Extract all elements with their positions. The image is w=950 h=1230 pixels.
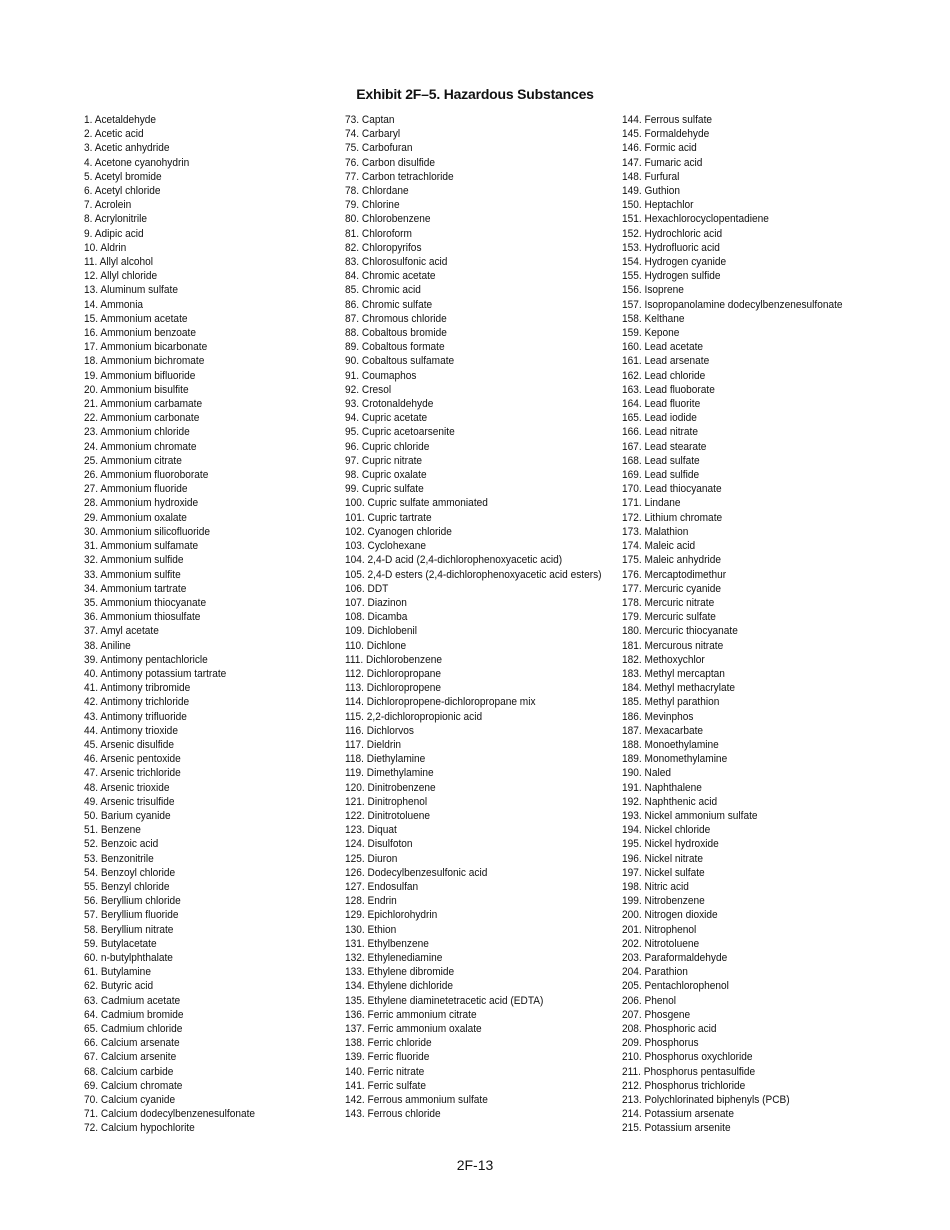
substance-list-item: 94. Cupric acetate [345, 412, 428, 425]
substance-list-item: 46. Arsenic pentoxide [84, 753, 181, 766]
substance-list-item: 76. Carbon disulfide [345, 156, 436, 169]
substance-list-item: 128. Endrin [345, 895, 397, 908]
substance-list-item: 140. Ferric nitrate [345, 1065, 425, 1078]
substance-list-item: 190. Naled [622, 767, 671, 780]
substance-list-item: 78. Chlordane [345, 185, 409, 198]
substance-list-column-2 [345, 113, 602, 1121]
substance-list-item: 170. Lead thiocyanate [622, 483, 722, 496]
substance-list-item: 180. Mercuric thiocyanate [622, 625, 738, 638]
substance-list-item: 119. Dimethylamine [345, 767, 434, 780]
substance-list-item: 49. Arsenic trisulfide [84, 795, 175, 808]
substance-list-item: 212. Phosphorus trichloride [622, 1079, 746, 1092]
substance-list-item: 183. Methyl mercaptan [622, 667, 725, 680]
substance-list-item: 40. Antimony potassium tartrate [84, 667, 227, 680]
substance-list-item: 53. Benzonitrile [84, 852, 154, 865]
substance-list-item: 108. Dicamba [345, 611, 408, 624]
substance-list-item: 66. Calcium arsenate [84, 1037, 180, 1050]
substance-list-item: 215. Potassium arsenite [622, 1122, 731, 1135]
substance-list-item: 213. Polychlorinated biphenyls (PCB) [622, 1094, 790, 1107]
substance-list-item: 179. Mercuric sulfate [622, 611, 716, 624]
substance-list-item: 115. 2,2-dichloropropionic acid [345, 710, 483, 723]
substance-list-item: 6. Acetyl chloride [84, 185, 161, 198]
substance-list-item: 30. Ammonium silicofluoride [84, 525, 210, 538]
substance-list-item: 45. Arsenic disulfide [84, 738, 175, 751]
substance-list-item: 105. 2,4-D esters (2,4-dichlorophenoxyacetic acid esters) [345, 568, 602, 581]
substance-list-item: 99. Cupric sulfate [345, 483, 424, 496]
substance-list-item: 113. Dichloropropene [345, 682, 442, 695]
substance-list-item: 149. Guthion [622, 185, 680, 198]
substance-list-item: 43. Antimony trifluoride [84, 710, 187, 723]
substance-list-item: 44. Antimony trioxide [84, 724, 178, 737]
substance-list-item: 62. Butyric acid [84, 980, 154, 993]
substance-list-item: 36. Ammonium thiosulfate [84, 611, 201, 624]
substance-list-item: 102. Cyanogen chloride [345, 525, 452, 538]
substance-list-item: 117. Dieldrin [345, 738, 402, 751]
substance-list-item: 154. Hydrogen cyanide [622, 256, 727, 269]
substance-list-item: 71. Calcium dodecylbenzenesulfonate [84, 1108, 256, 1121]
substance-list-item: 211. Phosphorus pentasulfide [622, 1065, 756, 1078]
substance-list-item: 39. Antimony pentachloricle [84, 653, 208, 666]
substance-list-item: 184. Methyl methacrylate [622, 682, 736, 695]
substance-list-item: 210. Phosphorus oxychloride [622, 1051, 753, 1064]
substance-list-item: 162. Lead chloride [622, 369, 706, 382]
substance-list-item: 172. Lithium chromate [622, 511, 723, 524]
substance-list-item: 157. Isopropanolamine dodecylbenzenesulfonate [622, 298, 843, 311]
substance-list-item: 95. Cupric acetoarsenite [345, 426, 455, 439]
substance-list-item: 41. Antimony tribromide [84, 682, 191, 695]
substance-list-item: 17. Ammonium bicarbonate [84, 341, 208, 354]
substance-list-item: 35. Ammonium thiocyanate [84, 596, 207, 609]
substance-list-item: 185. Methyl parathion [622, 696, 720, 709]
substance-list-item: 116. Dichlorvos [345, 724, 414, 737]
substance-list-item: 75. Carbofuran [345, 142, 413, 155]
substance-list-item: 10. Aldrin [84, 241, 127, 254]
substance-list-item: 72. Calcium hypochlorite [84, 1122, 195, 1135]
substance-list-item: 159. Kepone [622, 327, 680, 340]
substance-list-item: 101. Cupric tartrate [345, 511, 432, 524]
substance-list-item: 73. Captan [345, 114, 395, 126]
substance-list-item: 135. Ethylene diaminetetracetic acid (EDTA) [345, 994, 544, 1007]
substance-list-item: 127. Endosulfan [345, 880, 419, 893]
page-title: Exhibit 2F–5. Hazardous Substances [356, 86, 594, 102]
substance-list-item: 55. Benzyl chloride [84, 880, 170, 893]
substance-list-item: 87. Chromous chloride [345, 312, 447, 325]
substance-list-item: 100. Cupric sulfate ammoniated [345, 497, 488, 510]
substance-list-item: 86. Chromic sulfate [345, 298, 433, 311]
substance-list-item: 182. Methoxychlor [622, 653, 705, 666]
substance-list-item: 63. Cadmium acetate [84, 994, 181, 1007]
substance-list-item: 69. Calcium chromate [84, 1079, 183, 1092]
substance-list-item: 143. Ferrous chloride [345, 1108, 441, 1121]
substance-list-item: 110. Dichlone [345, 639, 407, 652]
substance-list-item: 14. Ammonia [84, 298, 144, 311]
substance-list-item: 202. Nitrotoluene [622, 937, 700, 950]
substance-list-item: 54. Benzoyl chloride [84, 866, 176, 879]
substance-list-item: 74. Carbaryl [345, 128, 401, 141]
substance-list-item: 161. Lead arsenate [622, 355, 710, 368]
substance-list-item: 139. Ferric fluoride [345, 1051, 430, 1064]
substance-list-item: 145. Formaldehyde [622, 128, 710, 141]
substance-list-item: 21. Ammonium carbamate [84, 398, 203, 411]
substance-list-item: 109. Dichlobenil [345, 625, 418, 638]
substance-list-item: 147. Fumaric acid [622, 156, 703, 169]
substance-list-item: 153. Hydrofluoric acid [622, 241, 720, 254]
substance-list-item: 208. Phosphoric acid [622, 1023, 717, 1035]
substance-list-item: 98. Cupric oxalate [345, 469, 427, 482]
substance-list-item: 81. Chloroform [345, 227, 412, 240]
substance-list-item: 52. Benzoic acid [84, 838, 159, 851]
substance-list-item: 60. n-butylphthalate [84, 951, 173, 964]
substance-list-item: 156. Isoprene [622, 284, 684, 297]
substance-list-item: 7. Acrolein [84, 199, 132, 212]
substance-list-item: 90. Cobaltous sulfamate [345, 355, 455, 368]
substance-list-item: 57. Beryllium fluoride [84, 909, 179, 922]
substance-list-item: 137. Ferric ammonium oxalate [345, 1023, 482, 1035]
substance-list-item: 48. Arsenic trioxide [84, 781, 170, 794]
substance-list-item: 85. Chromic acid [345, 284, 421, 297]
substance-list-item: 178. Mercuric nitrate [622, 596, 715, 609]
substance-list-item: 189. Monomethylamine [622, 753, 728, 766]
substance-list-item: 38. Aniline [84, 639, 131, 652]
substance-list-item: 136. Ferric ammonium citrate [345, 1008, 477, 1021]
substance-list-item: 198. Nitric acid [622, 880, 689, 893]
substance-list-item: 122. Dinitrotoluene [345, 809, 430, 822]
substance-list-item: 26. Ammonium fluoroborate [84, 469, 209, 482]
substance-list-item: 82. Chloropyrifos [345, 241, 422, 254]
substance-list-item: 131. Ethylbenzene [345, 937, 429, 950]
substance-list-item: 24. Ammonium chromate [84, 440, 197, 453]
substance-list-item: 171. Lindane [622, 497, 681, 510]
substance-list-item: 173. Malathion [622, 525, 689, 538]
substance-list-item: 130. Ethion [345, 923, 397, 936]
substance-list-item: 80. Chlorobenzene [345, 213, 431, 226]
substance-list-item: 167. Lead stearate [622, 440, 707, 453]
substance-list-item: 112. Dichloropropane [345, 667, 442, 680]
substance-list-item: 125. Diuron [345, 852, 398, 865]
substance-list-item: 164. Lead fluorite [622, 398, 701, 411]
substance-list-item: 104. 2,4-D acid (2,4-dichlorophenoxyacetic acid) [345, 554, 563, 567]
substance-list-item: 91. Coumaphos [345, 369, 417, 382]
substance-list-item: 144. Ferrous sulfate [622, 114, 713, 126]
substance-list-item: 4. Acetone cyanohydrin [84, 156, 190, 169]
substance-list-item: 77. Carbon tetrachloride [345, 170, 454, 183]
substance-list-item: 196. Nickel nitrate [622, 852, 704, 865]
substance-list-item: 50. Barium cyanide [84, 809, 171, 822]
substance-list-item: 58. Beryllium nitrate [84, 923, 174, 936]
substance-list-item: 29. Ammonium oxalate [84, 511, 187, 524]
substance-list-item: 132. Ethylenediamine [345, 951, 443, 964]
substance-list-item: 181. Mercurous nitrate [622, 639, 724, 652]
substance-list-item: 32. Ammonium sulfide [84, 554, 184, 567]
substance-list-item: 37. Amyl acetate [84, 625, 159, 638]
substance-list-item: 166. Lead nitrate [622, 426, 698, 439]
substance-list-item: 200. Nitrogen dioxide [622, 909, 718, 922]
substance-list-item: 19. Ammonium bifluoride [84, 369, 196, 382]
substance-list-item: 13. Aluminum sulfate [84, 284, 178, 297]
substance-list-item: 177. Mercuric cyanide [622, 582, 722, 595]
substance-list-item: 22. Ammonium carbonate [84, 412, 200, 425]
substance-list-item: 5. Acetyl bromide [84, 170, 162, 183]
substance-list-item: 141. Ferric sulfate [345, 1079, 427, 1092]
substance-list-item: 195. Nickel hydroxide [622, 838, 719, 851]
substance-list-item: 121. Dinitrophenol [345, 795, 428, 808]
substance-list-item: 209. Phosphorus [622, 1037, 699, 1050]
substance-list-item: 8. Acrylonitrile [84, 213, 148, 226]
substance-list-item: 88. Cobaltous bromide [345, 327, 447, 340]
substance-list-item: 187. Mexacarbate [622, 724, 704, 737]
substance-list-item: 129. Epichlorohydrin [345, 909, 438, 922]
substance-list-item: 201. Nitrophenol [622, 923, 697, 936]
substance-list-item: 126. Dodecylbenzesulfonic acid [345, 866, 488, 879]
substance-list-item: 120. Dinitrobenzene [345, 781, 436, 794]
substance-list-item: 97. Cupric nitrate [345, 454, 423, 467]
substance-list-item: 61. Butylamine [84, 966, 151, 979]
substance-list-item: 192. Naphthenic acid [622, 795, 718, 808]
substance-list-item: 111. Dichlorobenzene [345, 653, 442, 666]
substance-list-item: 124. Disulfoton [345, 838, 413, 851]
substance-list-item: 204. Parathion [622, 966, 688, 979]
substance-list-item: 9. Adipic acid [84, 227, 144, 240]
substance-list-item: 146. Formic acid [622, 142, 697, 155]
substance-list-item: 68. Calcium carbide [84, 1065, 174, 1078]
substance-list-item: 148. Furfural [622, 170, 680, 183]
substance-list-item: 205. Pentachlorophenol [622, 980, 729, 993]
substance-list-item: 123. Diquat [345, 824, 397, 837]
substance-list-item: 188. Monoethylamine [622, 738, 719, 751]
substance-list-item: 93. Crotonaldehyde [345, 398, 434, 411]
substance-list-item: 158. Kelthane [622, 312, 685, 325]
substance-list-item: 33. Ammonium sulfite [84, 568, 181, 581]
substance-list-item: 107. Diazinon [345, 596, 407, 609]
substance-list-item: 15. Ammonium acetate [84, 312, 188, 325]
substance-list-item: 142. Ferrous ammonium sulfate [345, 1094, 488, 1107]
substance-list-item: 206. Phenol [622, 994, 677, 1007]
substance-list-item: 18. Ammonium bichromate [84, 355, 205, 368]
substance-list-item: 150. Heptachlor [622, 199, 694, 212]
substance-list-item: 133. Ethylene dibromide [345, 966, 455, 979]
substance-list-item: 42. Antimony trichloride [84, 696, 190, 709]
substance-list-item: 165. Lead iodide [622, 412, 697, 425]
substance-list-item: 163. Lead fluoborate [622, 383, 715, 396]
substance-list-item: 59. Butylacetate [84, 937, 157, 950]
substance-list-item: 3. Acetic anhydride [84, 142, 170, 155]
substance-list-item: 214. Potassium arsenate [622, 1108, 734, 1121]
substance-list-item: 79. Chlorine [345, 199, 400, 212]
substance-list-item: 155. Hydrogen sulfide [622, 270, 721, 283]
substance-list-item: 114. Dichloropropene-dichloropropane mix [345, 696, 536, 709]
substance-list-item: 169. Lead sulfide [622, 469, 700, 482]
substance-list-item: 28. Ammonium hydroxide [84, 497, 199, 510]
substance-list-item: 134. Ethylene dichloride [345, 980, 454, 993]
substance-list-item: 67. Calcium arsenite [84, 1051, 177, 1064]
substance-list-item: 194. Nickel chloride [622, 824, 711, 837]
substance-list-item: 34. Ammonium tartrate [84, 582, 187, 595]
substance-list-item: 151. Hexachlorocyclopentadiene [622, 213, 769, 226]
substance-list-item: 92. Cresol [345, 383, 392, 396]
substance-list-column-3 [622, 113, 843, 1136]
substance-list-item: 186. Mevinphos [622, 710, 694, 723]
substance-list-item: 174. Maleic acid [622, 540, 696, 553]
substance-list-item: 16. Ammonium benzoate [84, 327, 196, 340]
substance-list-item: 176. Mercaptodimethur [622, 568, 727, 581]
substance-list-item: 191. Naphthalene [622, 781, 702, 794]
substance-list-item: 96. Cupric chloride [345, 440, 430, 453]
substance-list-item: 118. Diethylamine [345, 753, 426, 766]
substance-list-item: 12. Allyl chloride [84, 270, 158, 283]
substance-list-item: 89. Cobaltous formate [345, 341, 445, 354]
substance-list-item: 203. Paraformaldehyde [622, 951, 728, 964]
substance-list-item: 70. Calcium cyanide [84, 1094, 176, 1107]
substance-list-item: 103. Cyclohexane [345, 540, 427, 553]
substance-list-column-1 [84, 113, 255, 1136]
substance-list-item: 56. Beryllium chloride [84, 895, 181, 908]
substance-list-item: 84. Chromic acetate [345, 270, 436, 283]
substance-list-item: 83. Chlorosulfonic acid [345, 256, 448, 269]
substance-list-item: 168. Lead sulfate [622, 454, 700, 467]
substance-list-item: 65. Cadmium chloride [84, 1023, 183, 1035]
substance-list-item: 25. Ammonium citrate [84, 454, 182, 467]
page-number: 2F-13 [456, 1157, 494, 1173]
substance-list-item: 106. DDT [345, 582, 389, 595]
substance-list-item: 207. Phosgene [622, 1008, 691, 1021]
substance-list-item: 138. Ferric chloride [345, 1037, 432, 1050]
substance-list-item: 47. Arsenic trichloride [84, 767, 181, 780]
substance-list-item: 197. Nickel sulfate [622, 866, 705, 879]
substance-list-item: 23. Ammonium chloride [84, 426, 190, 439]
substance-list-item: 1. Acetaldehyde [84, 114, 157, 126]
substance-list-item: 64. Cadmium bromide [84, 1008, 184, 1021]
substance-list-item: 152. Hydrochloric acid [622, 227, 723, 240]
substance-list-item: 175. Maleic anhydride [622, 554, 722, 567]
substance-list-item: 193. Nickel ammonium sulfate [622, 809, 758, 822]
substance-list-item: 31. Ammonium sulfamate [84, 540, 199, 553]
substance-list-item: 160. Lead acetate [622, 341, 704, 354]
substance-list-item: 11. Allyl alcohol [84, 256, 154, 269]
substance-list-item: 51. Benzene [84, 824, 141, 837]
substance-list-item: 199. Nitrobenzene [622, 895, 705, 908]
substance-list-item: 2. Acetic acid [84, 128, 144, 141]
substance-list-item: 20. Ammonium bisulfite [84, 383, 189, 396]
substance-list-item: 27. Ammonium fluoride [84, 483, 188, 496]
